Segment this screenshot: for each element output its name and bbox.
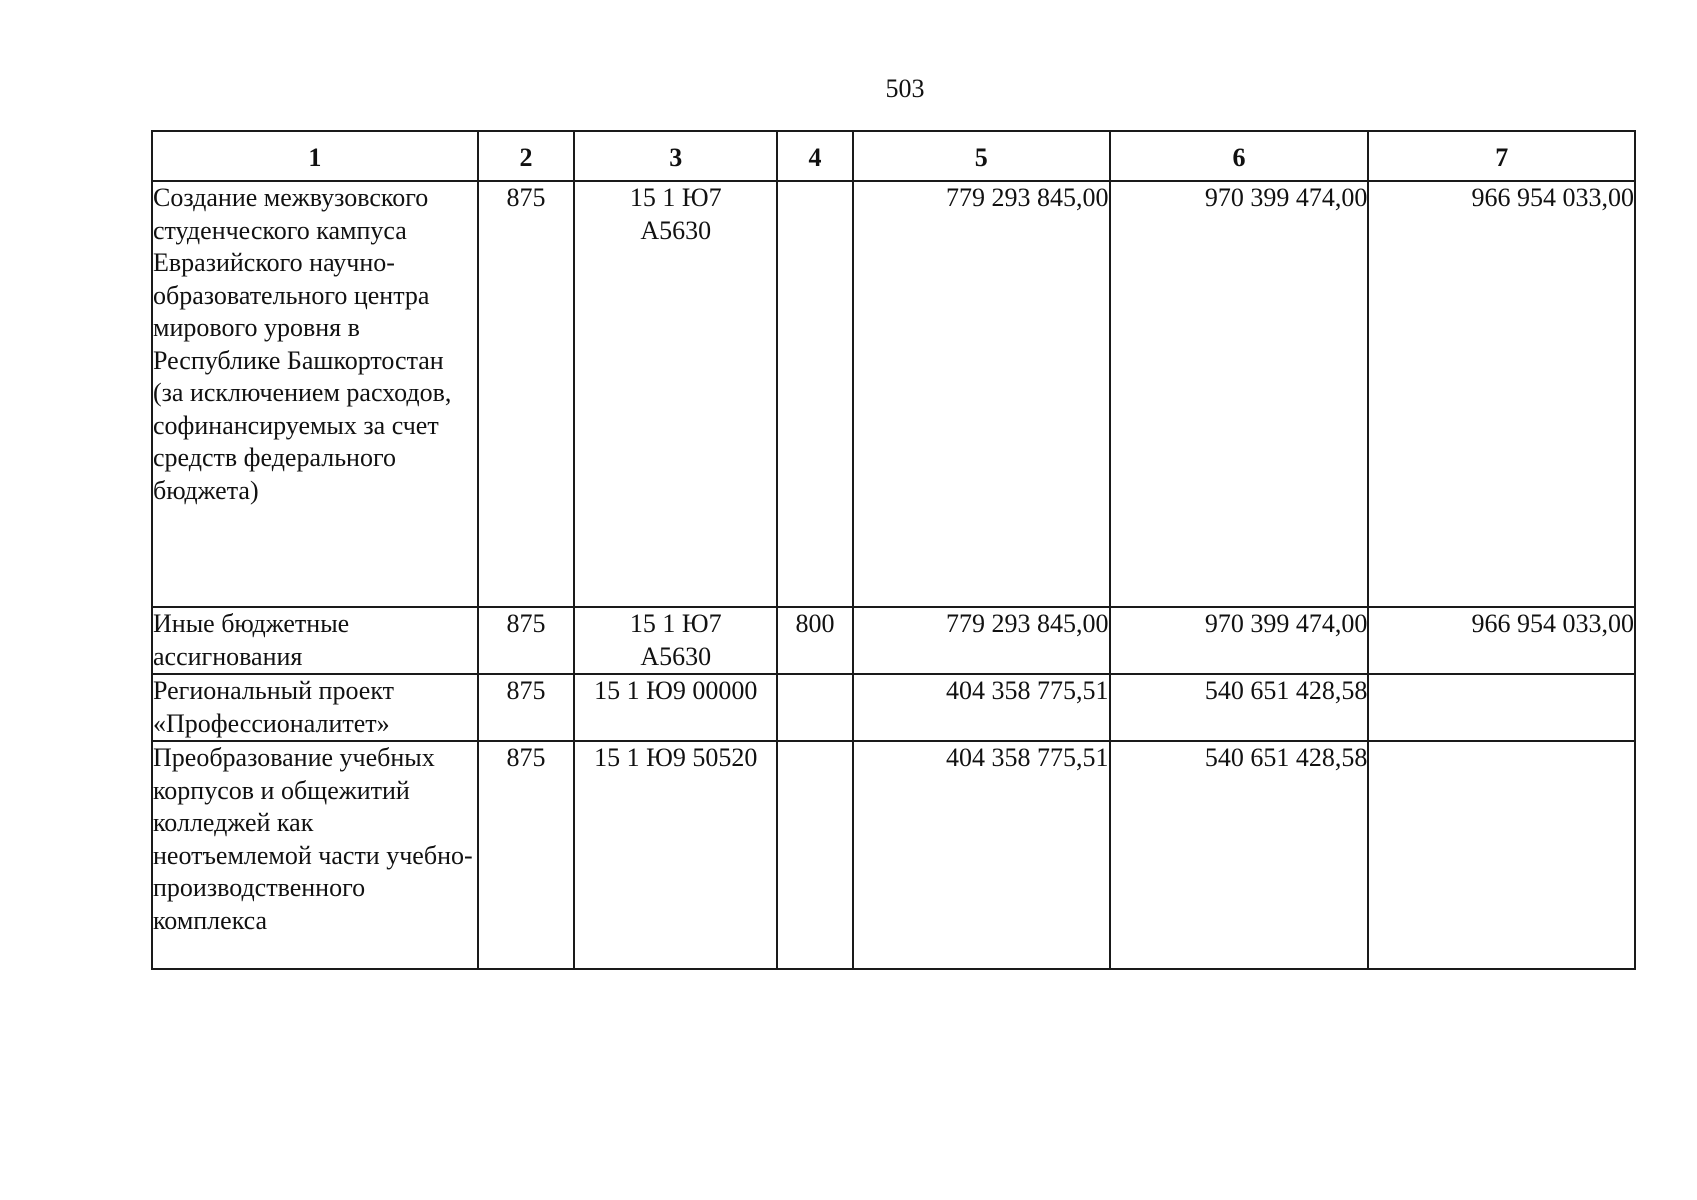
row-code-3-cell: 15 1 Ю9 50520 (574, 741, 777, 969)
row-code-4-cell (777, 181, 853, 607)
column-header-1: 1 (152, 131, 478, 181)
row-code-4-cell (777, 674, 853, 741)
row-code-3-cell: 15 1 Ю7 А5630 (574, 607, 777, 674)
row-amount-6-cell: 970 399 474,00 (1110, 607, 1369, 674)
table-row (152, 674, 1635, 741)
row-name-cell: Региональный проект «Профессионалитет» (152, 674, 478, 741)
column-header-5: 5 (853, 131, 1110, 181)
row-amount-7-cell: 966 954 033,00 (1368, 181, 1635, 607)
row-code-2-cell: 875 (478, 674, 575, 741)
row-code-4-cell (777, 741, 853, 969)
row-amount-7-cell (1368, 674, 1635, 741)
row-amount-7-cell: 966 954 033,00 (1368, 607, 1635, 674)
table-row (152, 607, 1635, 674)
column-header-3: 3 (574, 131, 777, 181)
row-amount-7-cell (1368, 741, 1635, 969)
row-name-cell: Преобразование учебных корпусов и общежитий колледжей как неотъемлемой части учебно-производственного комплекса (152, 741, 478, 969)
column-header-6: 6 (1110, 131, 1369, 181)
row-code-2-cell: 875 (478, 181, 575, 607)
column-header-4: 4 (777, 131, 853, 181)
row-code-4-cell: 800 (777, 607, 853, 674)
column-header-7: 7 (1368, 131, 1635, 181)
column-header-2: 2 (478, 131, 575, 181)
row-amount-6-cell: 970 399 474,00 (1110, 181, 1369, 607)
table-row (152, 181, 1635, 607)
table-header-row (152, 131, 1635, 181)
row-code-2-cell: 875 (478, 741, 575, 969)
page-number: 503 (885, 74, 925, 103)
table-row (152, 741, 1635, 969)
row-amount-5-cell: 779 293 845,00 (853, 181, 1110, 607)
row-amount-6-cell: 540 651 428,58 (1110, 741, 1369, 969)
row-amount-5-cell: 404 358 775,51 (853, 674, 1110, 741)
row-name-cell: Создание межвузовского студенческого кампуса Евразийского научно-образовательного центра мирового уровня в Республике Башкортостан (за исключением расходов, софинансируемых за счет средств федерального бюджета) (152, 181, 478, 607)
row-code-3-cell: 15 1 Ю7 А5630 (574, 181, 777, 607)
row-amount-6-cell: 540 651 428,58 (1110, 674, 1369, 741)
row-amount-5-cell: 404 358 775,51 (853, 741, 1110, 969)
row-code-2-cell: 875 (478, 607, 575, 674)
row-code-3-cell: 15 1 Ю9 00000 (574, 674, 777, 741)
budget-table (151, 130, 1636, 970)
row-amount-5-cell: 779 293 845,00 (853, 607, 1110, 674)
row-name-cell: Иные бюджетные ассигнования (152, 607, 478, 674)
